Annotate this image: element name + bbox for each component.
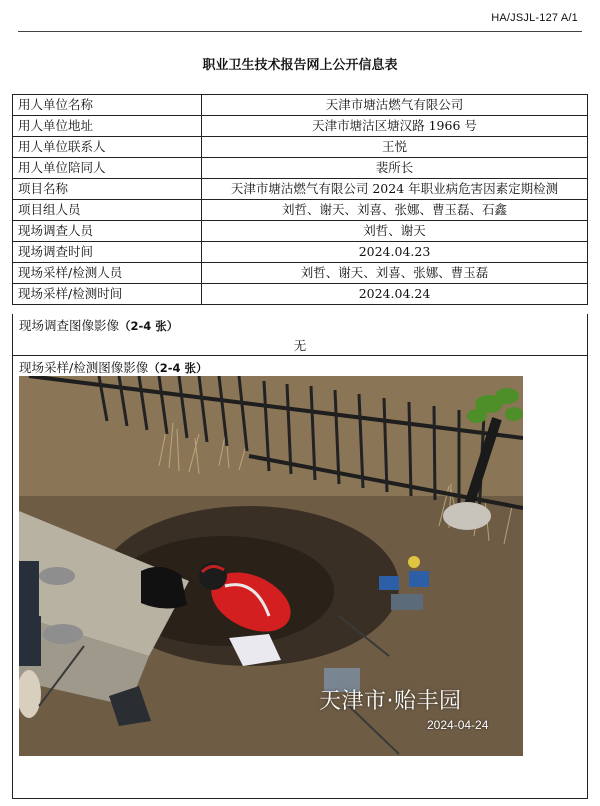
info-row-value: 裴所长 [202,158,588,179]
info-row-label: 用人单位联系人 [13,137,202,158]
info-row-value: 2024.04.24 [202,284,588,305]
photo-watermark-place: 天津市·贻丰园 [319,689,462,714]
info-row [13,137,588,158]
info-row-label: 用人单位地址 [13,116,202,137]
info-row [13,284,588,305]
survey-images-none: 无 [293,338,307,353]
info-row-label: 用人单位名称 [13,95,202,116]
survey-images-section [12,314,588,356]
info-row [13,116,588,137]
photo-watermark-date: 2024-04-24 [427,718,489,732]
info-row-label: 项目名称 [13,179,202,200]
info-row-value: 天津市塘沽燃气有限公司 [202,95,588,116]
info-row [13,221,588,242]
info-row-label: 现场采样/检测人员 [13,263,202,284]
survey-images-title: 现场调查图像影像（2-4 张） [19,318,179,333]
page-title: 职业卫生技术报告网上公开信息表 [202,58,398,73]
info-row-label: 现场调查时间 [13,242,202,263]
info-row [13,95,588,116]
header-rule [18,31,582,32]
info-row-value: 刘哲、谢天、刘喜、张娜、曹玉磊 [202,263,588,284]
info-row-value: 2024.04.23 [202,242,588,263]
info-row-value: 天津市塘沽区塘汉路 1966 号 [202,116,588,137]
info-row [13,242,588,263]
info-row-value: 王悦 [202,137,588,158]
info-row-label: 现场采样/检测时间 [13,284,202,305]
sampling-images-section [12,355,588,799]
document-code: HA/JSJL-127 A/1 [491,12,578,24]
info-row-value: 天津市塘沽燃气有限公司 2024 年职业病危害因素定期检测 [202,179,588,200]
info-row-value: 刘哲、谢天、刘喜、张娜、曹玉磊、石鑫 [202,200,588,221]
info-row [13,158,588,179]
info-row-label: 项目组人员 [13,200,202,221]
info-row [13,200,588,221]
sampling-photo [19,376,523,756]
info-row-value: 刘哲、谢天 [202,221,588,242]
info-row [13,179,588,200]
sampling-images-title: 现场采样/检测图像影像（2-4 张） [19,360,208,375]
info-row-label: 现场调查人员 [13,221,202,242]
info-row [13,263,588,284]
info-row-label: 用人单位陪同人 [13,158,202,179]
info-table [12,94,588,305]
